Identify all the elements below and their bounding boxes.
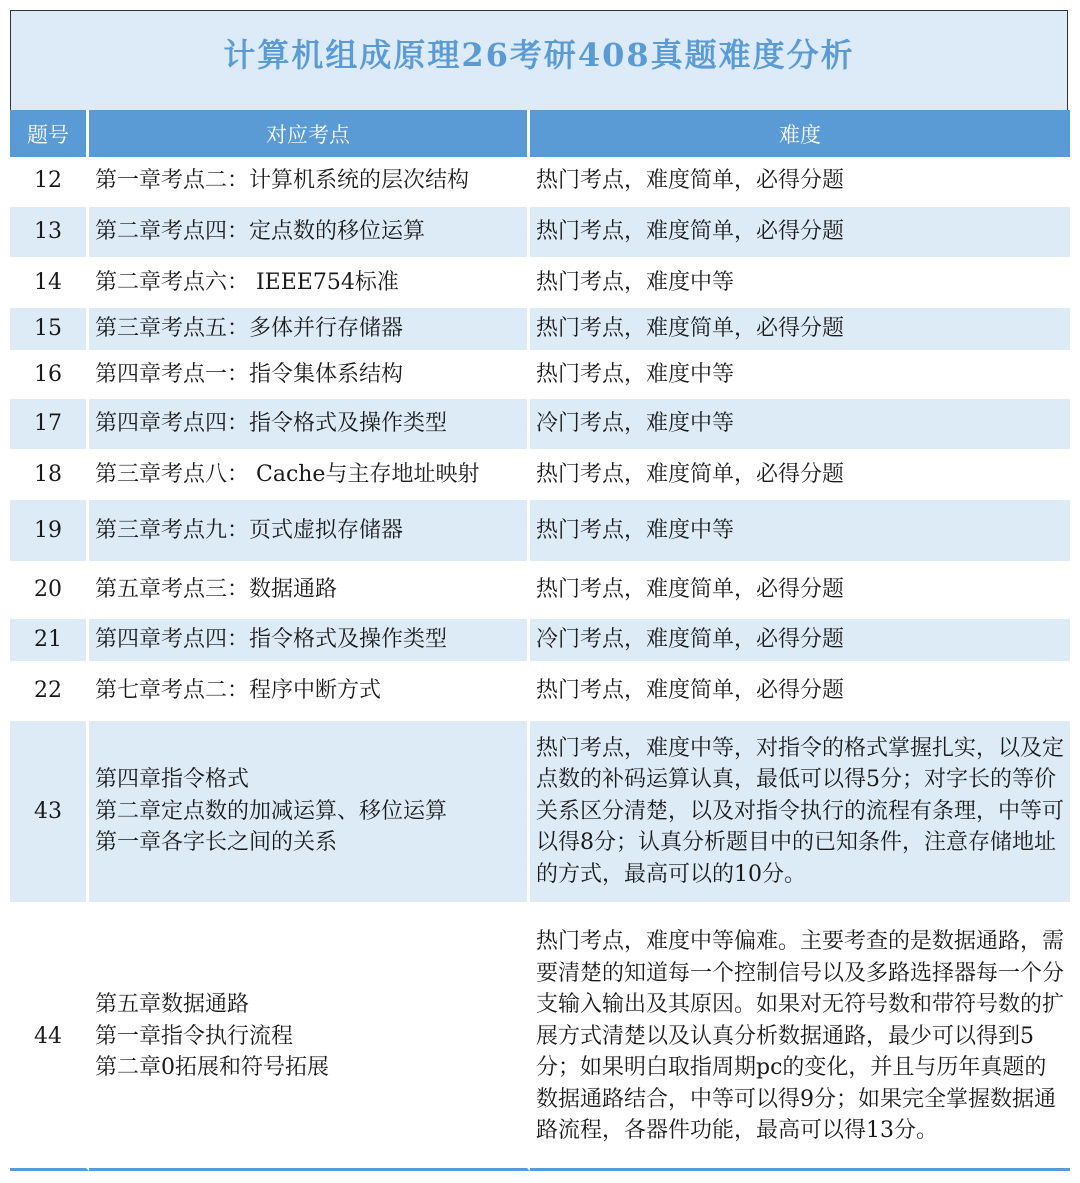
header-row bbox=[10, 110, 1070, 157]
table-row bbox=[10, 260, 1070, 308]
question-number: 12 bbox=[10, 157, 89, 207]
question-number: 18 bbox=[10, 452, 89, 500]
difficulty-cell: 热门考点，难度简单，必得分题 bbox=[530, 157, 1070, 207]
topic-cell: 第一章考点二：计算机系统的层次结构 bbox=[89, 157, 530, 207]
table-row bbox=[10, 905, 1070, 1171]
table-row bbox=[10, 308, 1070, 353]
topic-cell: 第五章考点三：数据通路 bbox=[89, 564, 530, 619]
topic-cell: 第三章考点八： Cache与主存地址映射 bbox=[89, 452, 530, 500]
question-number: 17 bbox=[10, 399, 89, 452]
difficulty-cell: 热门考点，难度简单，必得分题 bbox=[530, 564, 1070, 619]
difficulty-cell: 热门考点，难度简单，必得分题 bbox=[530, 308, 1070, 353]
topic-cell: 第二章考点六： IEEE754标准 bbox=[89, 260, 530, 308]
table-row bbox=[10, 399, 1070, 452]
topic-cell: 第四章考点一：指令集体系结构 bbox=[89, 353, 530, 399]
question-number: 19 bbox=[10, 500, 89, 564]
page-title: 计算机组成原理26考研408真题难度分析 bbox=[223, 36, 855, 74]
question-number: 22 bbox=[10, 664, 89, 721]
topic-cell: 第四章考点四：指令格式及操作类型 bbox=[89, 619, 530, 664]
difficulty-cell: 冷门考点，难度中等 bbox=[530, 399, 1070, 452]
header-number: 题号 bbox=[10, 110, 89, 157]
header-topic: 对应考点 bbox=[89, 110, 530, 157]
topic-cell: 第三章考点五：多体并行存储器 bbox=[89, 308, 530, 353]
difficulty-cell: 冷门考点，难度简单，必得分题 bbox=[530, 619, 1070, 664]
difficulty-cell: 热门考点，难度中等 bbox=[530, 353, 1070, 399]
difficulty-cell: 热门考点，难度中等，对指令的格式掌握扎实，以及定点数的补码运算认真，最低可以得5分；对字长的等价关系区分清楚，以及对指令执行的流程有条理，中等可以得8分；认真分析题目中的已知条件，注意存储地址的方式，最高可以的10分。 bbox=[530, 721, 1070, 905]
difficulty-cell: 热门考点，难度中等 bbox=[530, 260, 1070, 308]
header-difficulty: 难度 bbox=[530, 110, 1070, 157]
table-row bbox=[10, 157, 1070, 207]
question-number: 13 bbox=[10, 207, 89, 260]
topic-cell: 第七章考点二：程序中断方式 bbox=[89, 664, 530, 721]
title-banner bbox=[10, 10, 1068, 110]
difficulty-cell: 热门考点，难度简单，必得分题 bbox=[530, 664, 1070, 721]
question-number: 43 bbox=[10, 721, 89, 905]
topic-cell: 第三章考点九：页式虚拟存储器 bbox=[89, 500, 530, 564]
table-row bbox=[10, 664, 1070, 721]
question-number: 14 bbox=[10, 260, 89, 308]
table-row bbox=[10, 500, 1070, 564]
table-row bbox=[10, 353, 1070, 399]
table-row bbox=[10, 564, 1070, 619]
question-number: 16 bbox=[10, 353, 89, 399]
table-row bbox=[10, 721, 1070, 905]
difficulty-cell: 热门考点，难度中等偏难。主要考查的是数据通路，需要清楚的知道每一个控制信号以及多路选择器每一个分支输入输出及其原因。如果对无符号数和带符号数的扩展方式清楚以及认真分析数据通路，最少可以得到5分；如果明白取指周期pc的变化，并且与历年真题的数据通路结合，中等可以得9分；如果完全掌握数据通路流程，各器件功能，最高可以得13分。 bbox=[530, 905, 1070, 1171]
question-number: 21 bbox=[10, 619, 89, 664]
table-row bbox=[10, 452, 1070, 500]
topic-cell: 第二章考点四：定点数的移位运算 bbox=[89, 207, 530, 260]
difficulty-cell: 热门考点，难度简单，必得分题 bbox=[530, 452, 1070, 500]
topic-cell: 第五章数据通路 第一章指令执行流程 第二章0拓展和符号拓展 bbox=[89, 905, 530, 1171]
table-row bbox=[10, 619, 1070, 664]
topic-cell: 第四章考点四：指令格式及操作类型 bbox=[89, 399, 530, 452]
difficulty-cell: 热门考点，难度简单，必得分题 bbox=[530, 207, 1070, 260]
question-number: 15 bbox=[10, 308, 89, 353]
difficulty-table bbox=[10, 110, 1070, 1171]
question-number: 20 bbox=[10, 564, 89, 619]
question-number: 44 bbox=[10, 905, 89, 1171]
topic-cell: 第四章指令格式 第二章定点数的加减运算、移位运算 第一章各字长之间的关系 bbox=[89, 721, 530, 905]
table-row bbox=[10, 207, 1070, 260]
difficulty-cell: 热门考点，难度中等 bbox=[530, 500, 1070, 564]
